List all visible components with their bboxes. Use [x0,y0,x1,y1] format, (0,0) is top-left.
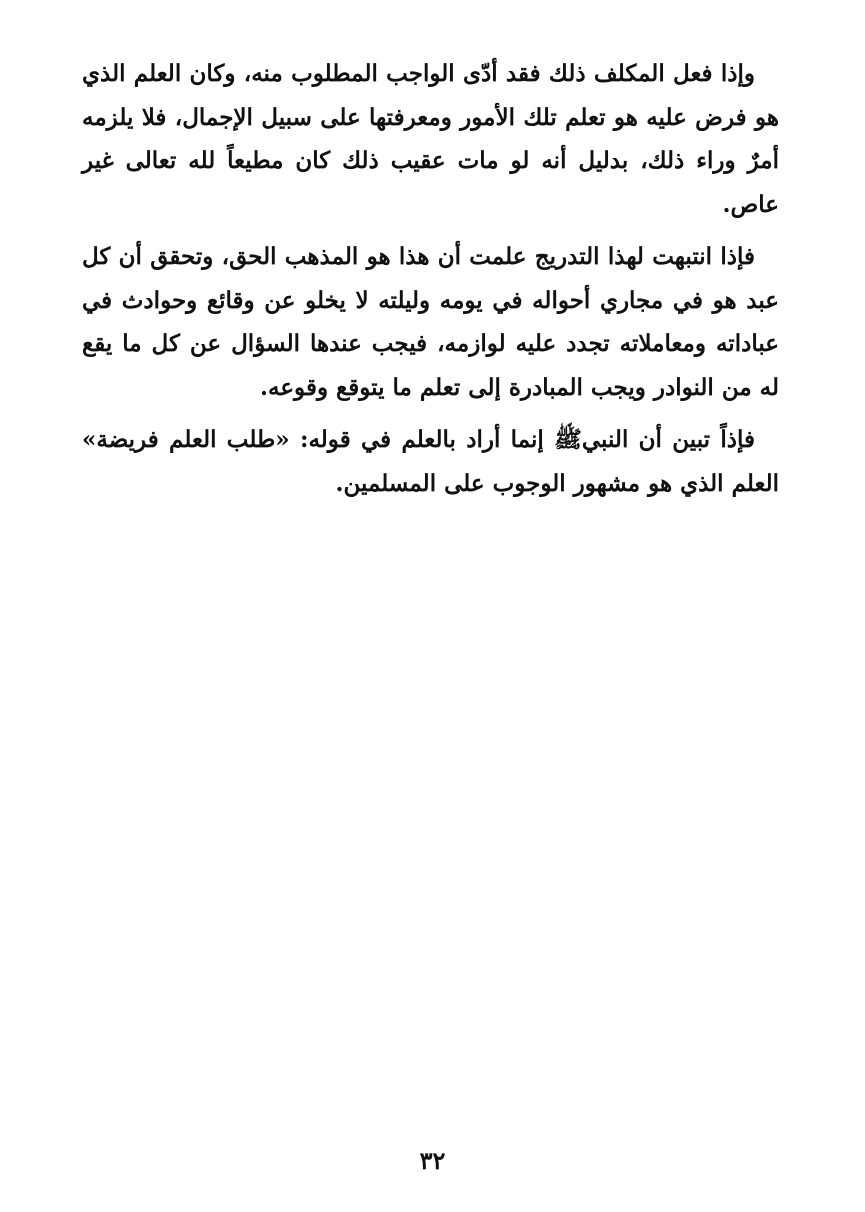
paragraph-2: فإذا انتبهت لهذا التدريج علمت أن هذا هو المذهب الحق، وتحقق أن كل عبد هو في مجاري أحواله في يومه وليلته لا يخلو عن وقائع وحوادث في عباداته ومعاملاته تجدد عليه لوازمه، فيجب عندها السؤال عن كل ما يقع له من النوادر ويجب المبادرة إلى تعلم ما يتوقع وقوعه. [82,243,779,401]
paragraph-3: فإذاً تبين أن النبيﷺ إنما أراد بالعلم في قوله: «طلب العلم فريضة» العلم الذي هو مشهور الوجوب على المسلمين. [82,426,779,497]
page-number: ٣٢ [419,1146,446,1175]
body-text [82,52,779,514]
paragraph-1: وإذا فعل المكلف ذلك فقد أدّى الواجب المطلوب منه، وكان العلم الذي هو فرض عليه هو تعلم تلك الأمور ومعرفتها على سبيل الإجمال، فلا يلزمه أمرٌ وراء ذلك، بدليل أنه لو مات عقيب ذلك كان مطيعاً لله تعالى غير عاص. [82,60,779,218]
